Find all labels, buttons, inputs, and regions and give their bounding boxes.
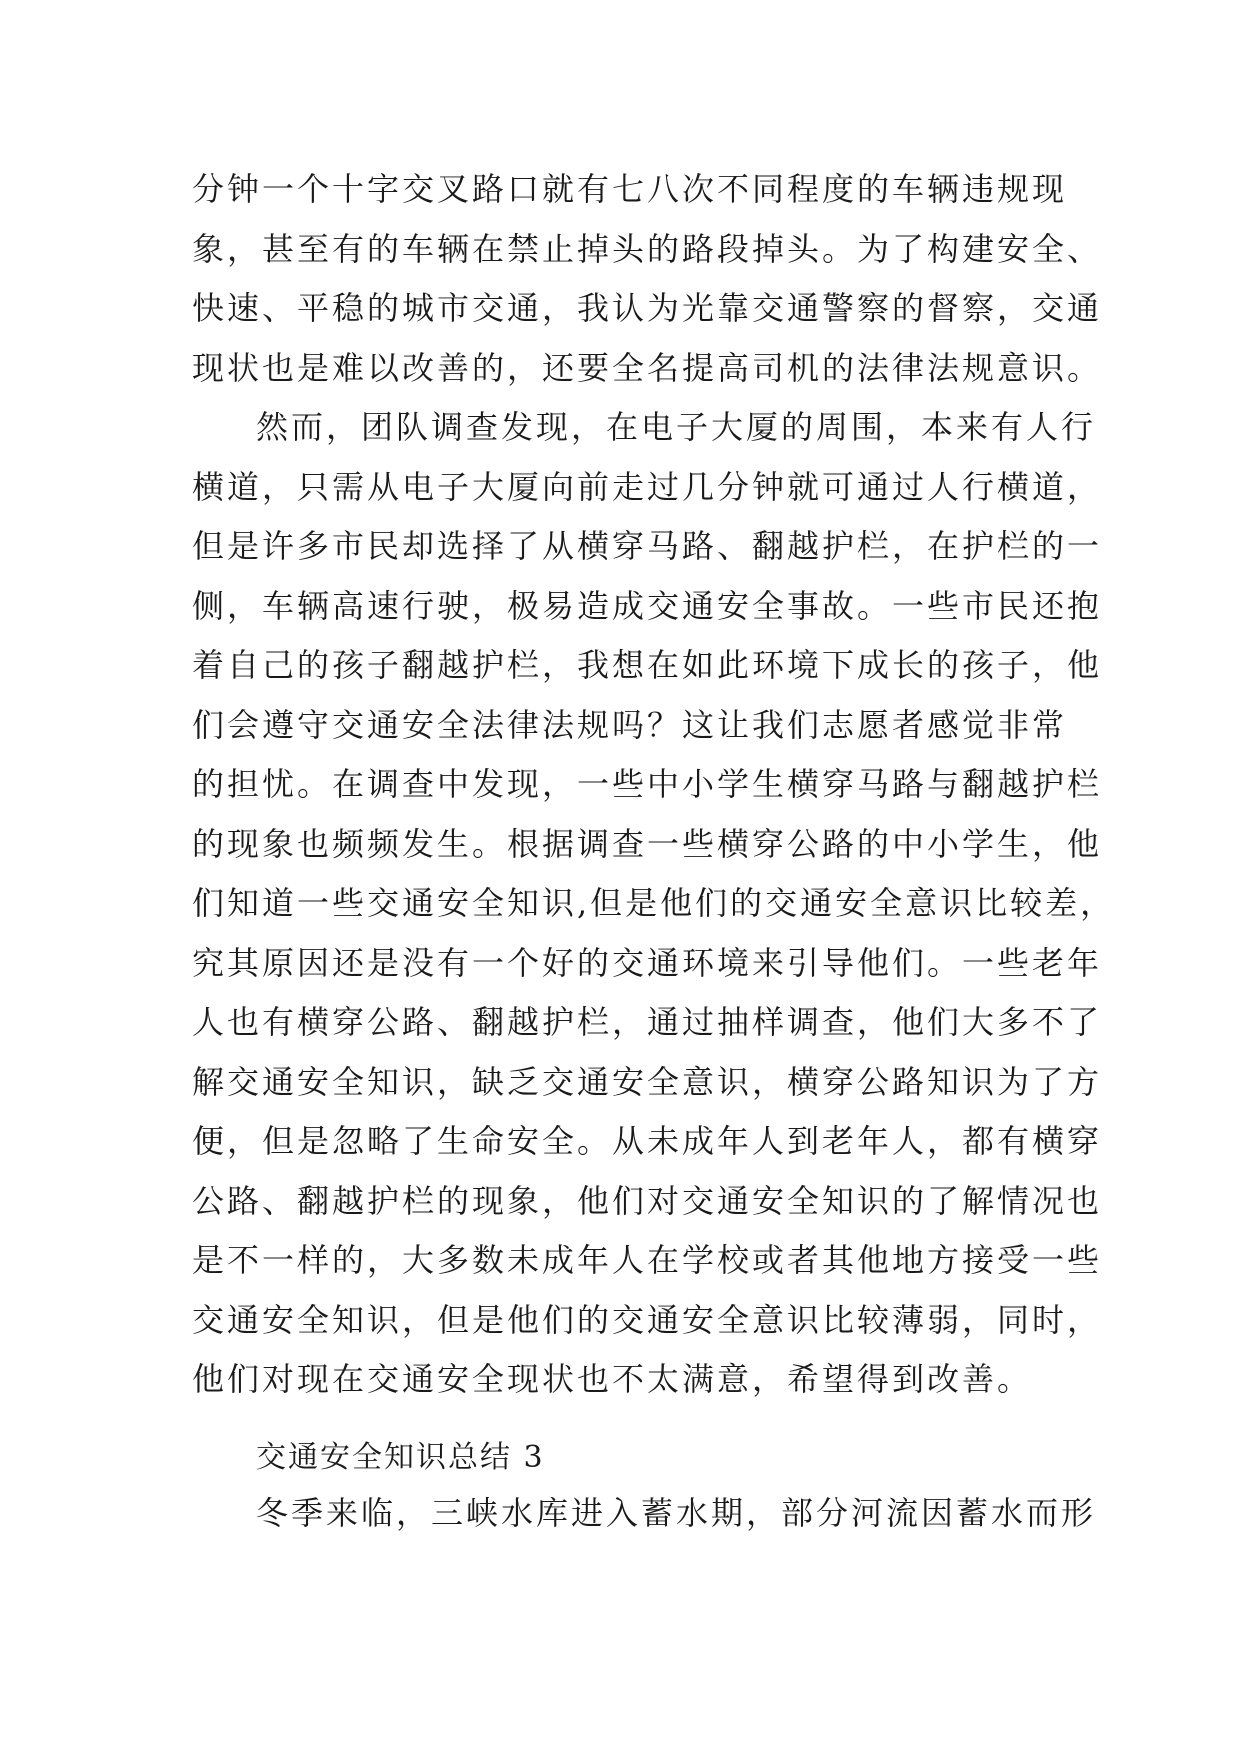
document-body [192, 160, 1116, 1410]
paragraph-2-line: 便，但是忽略了生命安全。从未成年人到老年人，都有横穿 [192, 1122, 1103, 1160]
paragraph-3 [192, 1484, 1097, 1544]
section-heading: 交通安全知识总结 3 [256, 1440, 545, 1475]
paragraph-2-line: 人也有横穿公路、翻越护栏，通过抽样调查，他们大多不了 [192, 1003, 1103, 1041]
paragraph-2-line: 但是许多市民却选择了从横穿马路、翻越护栏，在护栏的一 [192, 527, 1103, 565]
paragraph-1-line: 快速、平稳的城市交通，我认为光靠交通警察的督察，交通 [192, 289, 1103, 327]
paragraph-2-line: 们会遵守交通安全法律法规吗？这让我们志愿者感觉非常 [192, 705, 1068, 744]
paragraph-3-line: 冬季来临，三峡水库进入蓄水期，部分河流因蓄水而形 [256, 1494, 1097, 1532]
paragraph-2-line: 着自己的孩子翻越护栏，我想在如此环境下成长的孩子，他 [192, 646, 1103, 684]
paragraph-2-line: 公路、翻越护栏的现象，他们对交通安全知识的了解情况也 [192, 1181, 1103, 1220]
paragraph-2-line: 们知道一些交通安全知识,但是他们的交通安全意识比较差， [192, 884, 1116, 922]
paragraph-2-line: 是不一样的，大多数未成年人在学校或者其他地方接受一些 [192, 1241, 1103, 1279]
paragraph-2-line: 然而，团队调查发现，在电子大厦的周围，本来有人行 [256, 408, 1097, 446]
paragraph-2-line: 侧，车辆高速行驶，极易造成交通安全事故。一些市民还抱 [192, 586, 1103, 625]
paragraph-2-line: 的现象也频频发生。根据调查一些横穿公路的中小学生，他 [192, 824, 1103, 863]
paragraph-2-line: 究其原因还是没有一个好的交通环境来引导他们。一些老年 [192, 943, 1103, 982]
paragraph-2-line: 横道，只需从电子大厦向前走过几分钟就可通过人行横道， [192, 467, 1103, 506]
paragraph-2-line: 的担忧。在调查中发现，一些中小学生横穿马路与翻越护栏 [192, 765, 1103, 803]
paragraph-1-line: 象，甚至有的车辆在禁止掉头的路段掉头。为了构建安全、 [192, 229, 1103, 268]
paragraph-2-line: 他们对现在交通安全现状也不太满意，希望得到改善。 [192, 1360, 1033, 1398]
paragraph-2-line: 解交通安全知识，缺乏交通安全意识，横穿公路知识为了方 [192, 1062, 1103, 1101]
paragraph-1-line: 现状也是难以改善的，还要全名提高司机的法律法规意识。 [192, 348, 1103, 387]
paragraph-2-line: 交通安全知识，但是他们的交通安全意识比较薄弱，同时， [192, 1300, 1103, 1339]
paragraph-1-line: 分钟一个十字交叉路口就有七八次不同程度的车辆违规现 [192, 170, 1068, 208]
